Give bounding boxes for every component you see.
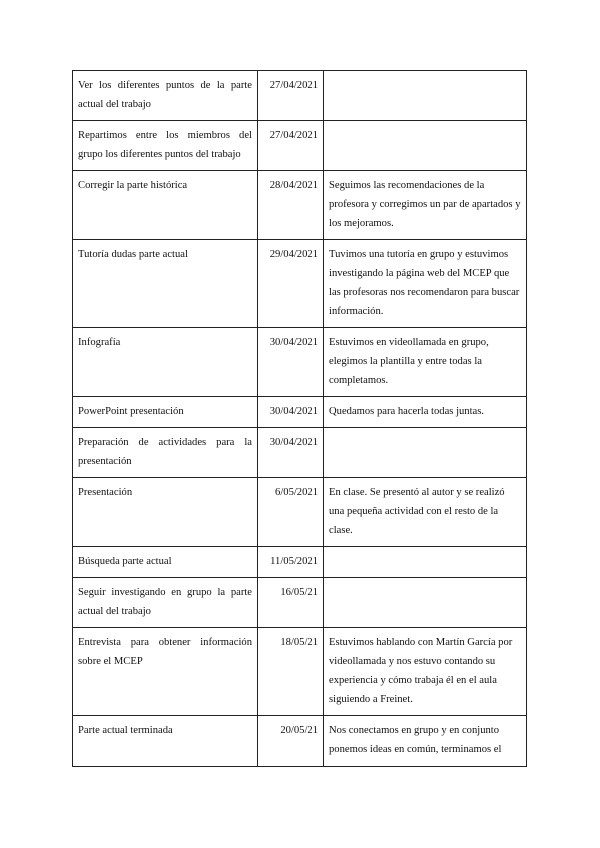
table-row <box>73 171 527 240</box>
activity-cell: Infografía <box>73 328 258 397</box>
date-cell: 30/04/2021 <box>258 428 324 478</box>
table-row <box>73 547 527 578</box>
activity-cell: PowerPoint presentación <box>73 397 258 428</box>
table-row <box>73 628 527 716</box>
table-row <box>73 428 527 478</box>
notes-cell: Nos conectamos en grupo y en conjunto ponemos ideas en común, terminamos el <box>324 716 527 767</box>
notes-cell <box>324 121 527 171</box>
table-row <box>73 716 527 767</box>
date-cell: 29/04/2021 <box>258 240 324 328</box>
table-row <box>73 397 527 428</box>
notes-cell: En clase. Se presentó al autor y se realizó una pequeña actividad con el resto de la clase. <box>324 478 527 547</box>
date-cell: 28/04/2021 <box>258 171 324 240</box>
notes-cell: Estuvimos hablando con Martín García por videollamada y nos estuvo contando su experiencia y cómo trabaja él en el aula siguiendo a Freinet. <box>324 628 527 716</box>
activity-cell: Presentación <box>73 478 258 547</box>
activity-cell: Ver los diferentes puntos de la parte actual del trabajo <box>73 71 258 121</box>
activity-cell: Tutoría dudas parte actual <box>73 240 258 328</box>
table-row <box>73 578 527 628</box>
date-cell: 20/05/21 <box>258 716 324 767</box>
date-cell: 30/04/2021 <box>258 397 324 428</box>
activity-log-table <box>72 70 527 767</box>
notes-cell: Quedamos para hacerla todas juntas. <box>324 397 527 428</box>
table-row <box>73 240 527 328</box>
date-cell: 16/05/21 <box>258 578 324 628</box>
notes-cell <box>324 547 527 578</box>
activity-cell: Seguir investigando en grupo la parte actual del trabajo <box>73 578 258 628</box>
date-cell: 11/05/2021 <box>258 547 324 578</box>
date-cell: 6/05/2021 <box>258 478 324 547</box>
notes-cell: Seguimos las recomendaciones de la profesora y corregimos un par de apartados y los mejoramos. <box>324 171 527 240</box>
notes-cell: Tuvimos una tutoría en grupo y estuvimos investigando la página web del MCEP que las profesoras nos recomendaron para buscar información. <box>324 240 527 328</box>
table-row <box>73 328 527 397</box>
activity-cell: Corregir la parte histórica <box>73 171 258 240</box>
activity-cell: Preparación de actividades para la presentación <box>73 428 258 478</box>
table-row <box>73 71 527 121</box>
activity-cell: Repartimos entre los miembros del grupo los diferentes puntos del trabajo <box>73 121 258 171</box>
date-cell: 30/04/2021 <box>258 328 324 397</box>
notes-cell <box>324 578 527 628</box>
notes-cell: Estuvimos en videollamada en grupo, elegimos la plantilla y entre todas la completamos. <box>324 328 527 397</box>
date-cell: 18/05/21 <box>258 628 324 716</box>
date-cell: 27/04/2021 <box>258 121 324 171</box>
activity-cell: Búsqueda parte actual <box>73 547 258 578</box>
activity-cell: Parte actual terminada <box>73 716 258 767</box>
table-row <box>73 121 527 171</box>
date-cell: 27/04/2021 <box>258 71 324 121</box>
notes-cell <box>324 71 527 121</box>
notes-cell <box>324 428 527 478</box>
activity-cell: Entrevista para obtener información sobre el MCEP <box>73 628 258 716</box>
table-row <box>73 478 527 547</box>
